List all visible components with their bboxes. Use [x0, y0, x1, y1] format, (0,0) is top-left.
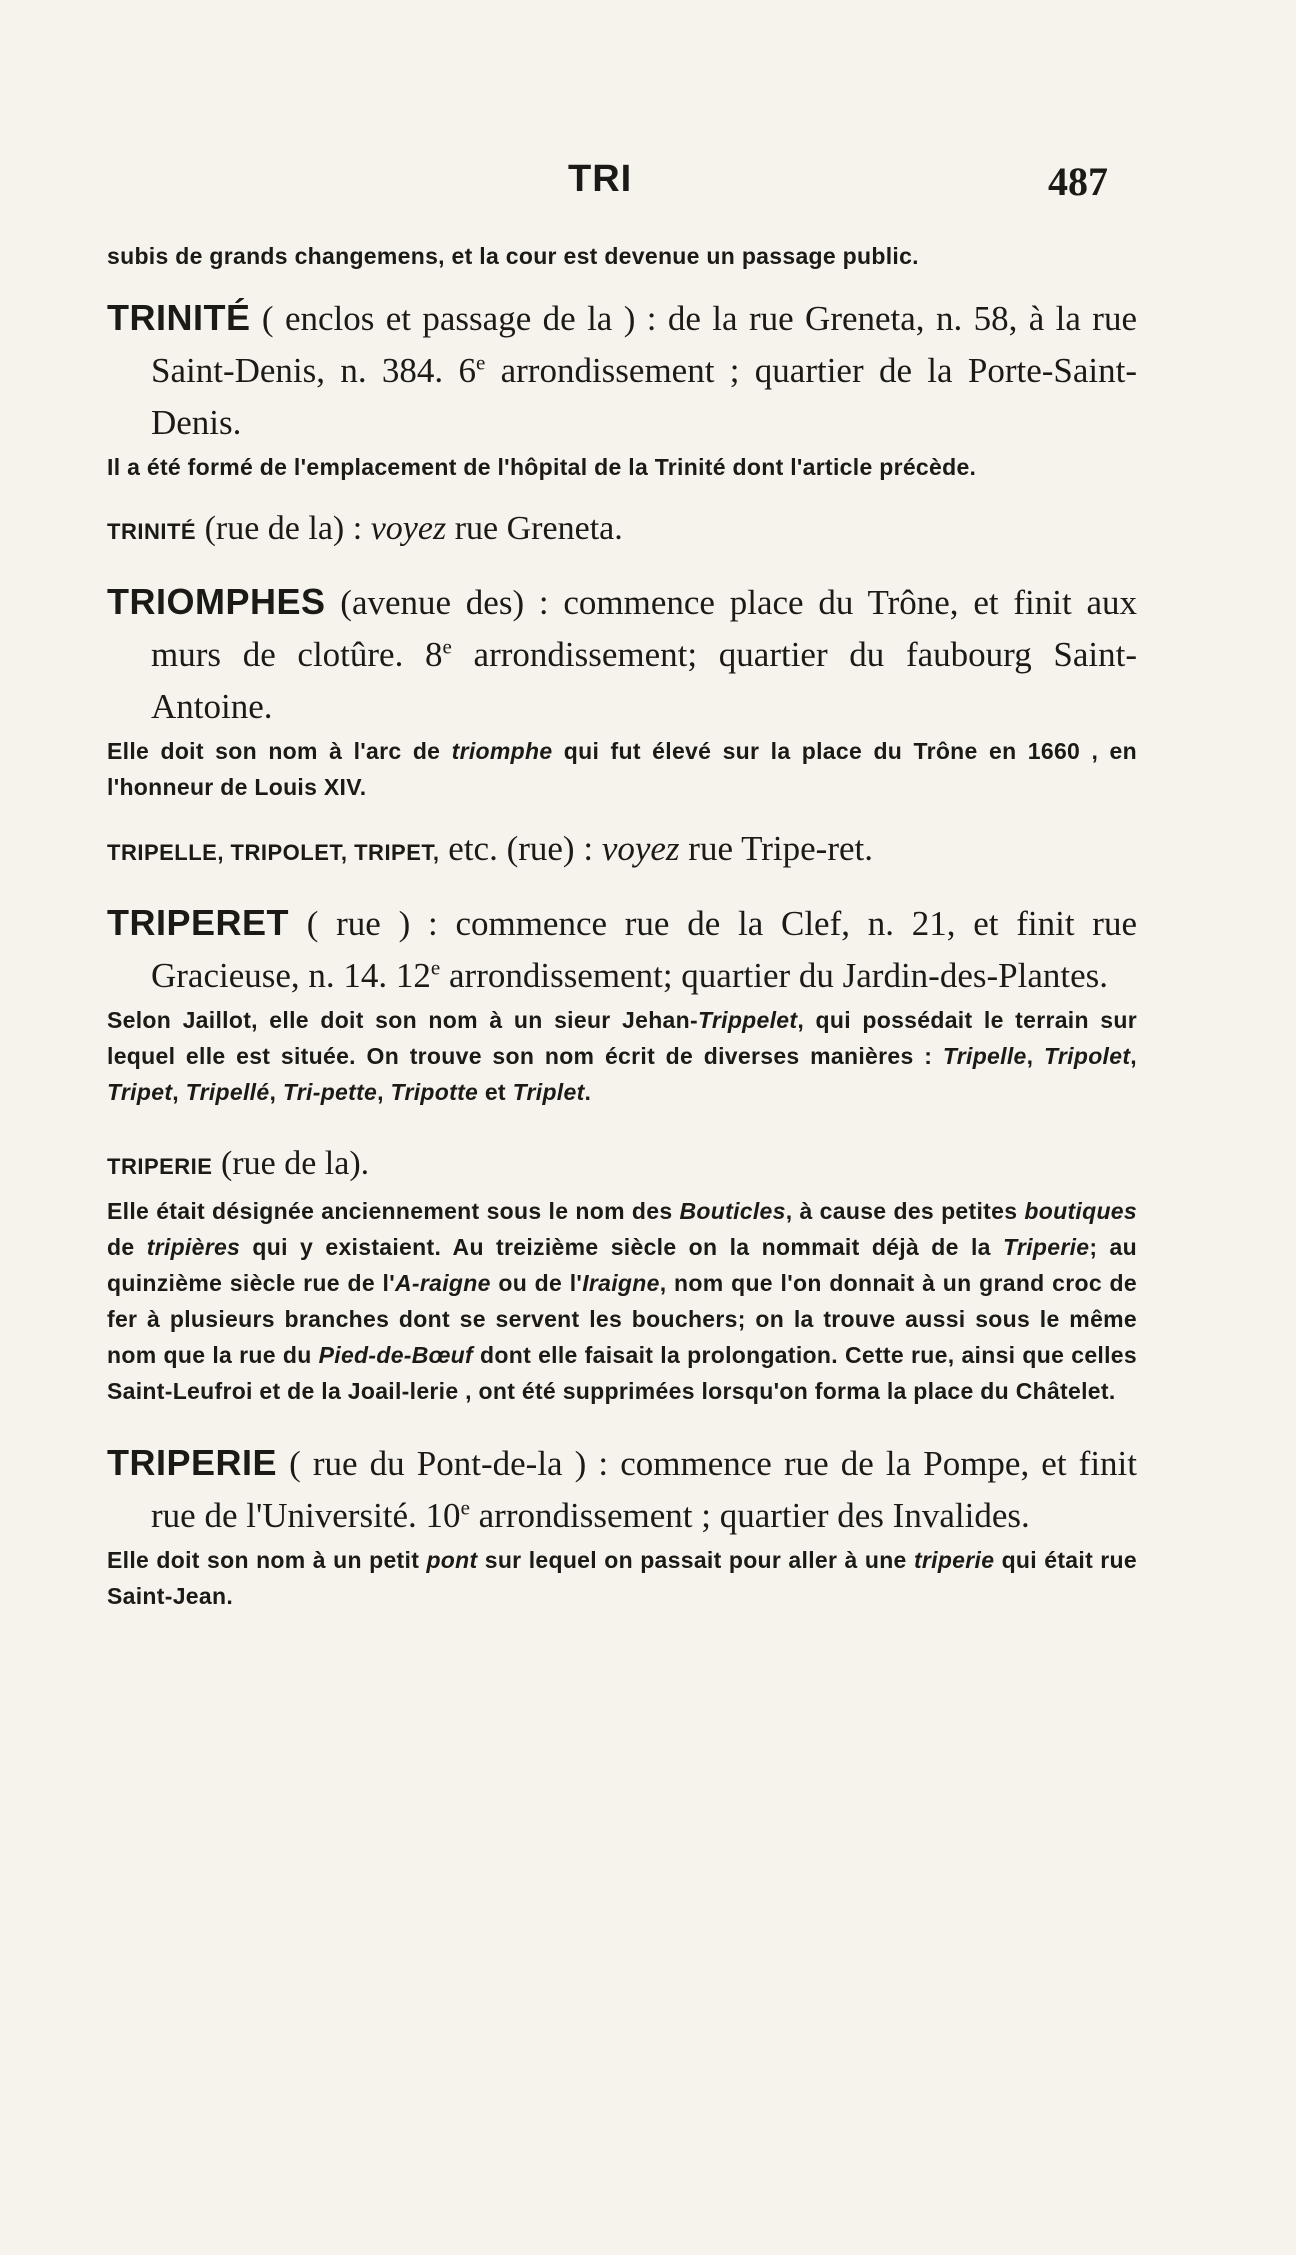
page-body	[107, 238, 1137, 1614]
entry-triperie-pont	[107, 1437, 1137, 1614]
entry-note: Elle doit son nom à l'arc de triomphe qui fut élevé sur la place du Trône en 1660 , en l'honneur de Louis XIV.	[107, 738, 1137, 800]
entry-text: TRINITÉ ( enclos et passage de la ) : de la rue Greneta, n. 58, à la rue Saint-Denis, n. 384. 6e arrondissement ; quartier de la Porte-Saint-Denis.	[107, 297, 1138, 442]
entry-triomphes	[107, 576, 1137, 805]
entry-note: Elle doit son nom à un petit pont sur lequel on passait pour aller à une triperie qui était rue Saint-Jean.	[107, 1547, 1137, 1609]
entry-headword: TRIOMPHES	[107, 581, 326, 622]
entry-note: Selon Jaillot, elle doit son nom à un sieur Jehan-Trippelet, qui possédait le terrain sur lequel elle est située. On trouve son nom écrit de diverses manières : Tripelle, Tripolet, Tripet, Tripellé, Tri-pette, Tripotte et Triplet.	[107, 1007, 1138, 1105]
entry-text: TRIPERIE (rue de la).	[107, 1145, 370, 1182]
entry-text: TRINITÉ (rue de la) : voyez rue Greneta.	[107, 510, 623, 547]
entry-text: TRIOMPHES (avenue des) : commence place du Trône, et finit aux murs de clotûre. 8e arrondissement; quartier du faubourg Saint-Antoine.	[107, 581, 1137, 726]
entry-headword: TRINITÉ	[107, 519, 197, 544]
entry-headword: TRIPELLE, TRIPOLET, TRIPET,	[107, 840, 440, 865]
entry-headword: TRIPERIE	[107, 1154, 213, 1179]
running-head: TRI	[568, 158, 633, 200]
page-header	[0, 158, 1296, 208]
entry-trinite-enclos	[107, 292, 1137, 485]
entry-text: TRIPERET ( rue ) : commence rue de la Clef, n. 21, et finit rue Gracieuse, n. 14. 12e arrondissement; quartier du Jardin-des-Plantes.	[107, 902, 1137, 995]
continuation-note: subis de grands changemens, et la cour est devenue un passage public.	[107, 243, 919, 269]
entry-headword: TRIPERET	[107, 902, 290, 943]
entry-headword: TRINITÉ	[107, 297, 251, 338]
entry-text: TRIPELLE, TRIPOLET, TRIPET, etc. (rue) : voyez rue Tripe-ret.	[107, 829, 873, 868]
entry-note: Elle était désignée anciennement sous le nom des Bouticles, à cause des petites boutiques de tripières qui y existaient. Au treizième siècle on la nommait déjà de la Triperie; au quinzième siècle rue de l'A-raigne ou de l'Iraigne, nom que l'on donnait à un grand croc de fer à plusieurs branches dont se servent les bouchers; on la trouve aussi sous le même nom que la rue du Pied-de-Bœuf dont elle faisait la prolongation. Cette rue, ainsi que celles Saint-Leufroi et de la Joail-lerie , ont été supprimées lorsqu'on forma la place du Châtelet.	[107, 1198, 1137, 1404]
entry-trinite-rue	[107, 503, 1137, 558]
entry-note: Il a été formé de l'emplacement de l'hôpital de la Trinité dont l'article précède.	[107, 454, 977, 480]
entry-triperie-rue	[107, 1138, 1137, 1409]
entry-triperet	[107, 897, 1137, 1110]
entry-tripelle	[107, 823, 1137, 879]
entry-headword: TRIPERIE	[107, 1442, 278, 1483]
entry-text: TRIPERIE ( rue du Pont-de-la ) : commence rue de la Pompe, et finit rue de l'Université. 10e arrondissement ; quartier des Invalides.	[107, 1442, 1137, 1535]
page-number: 487	[1048, 159, 1108, 204]
